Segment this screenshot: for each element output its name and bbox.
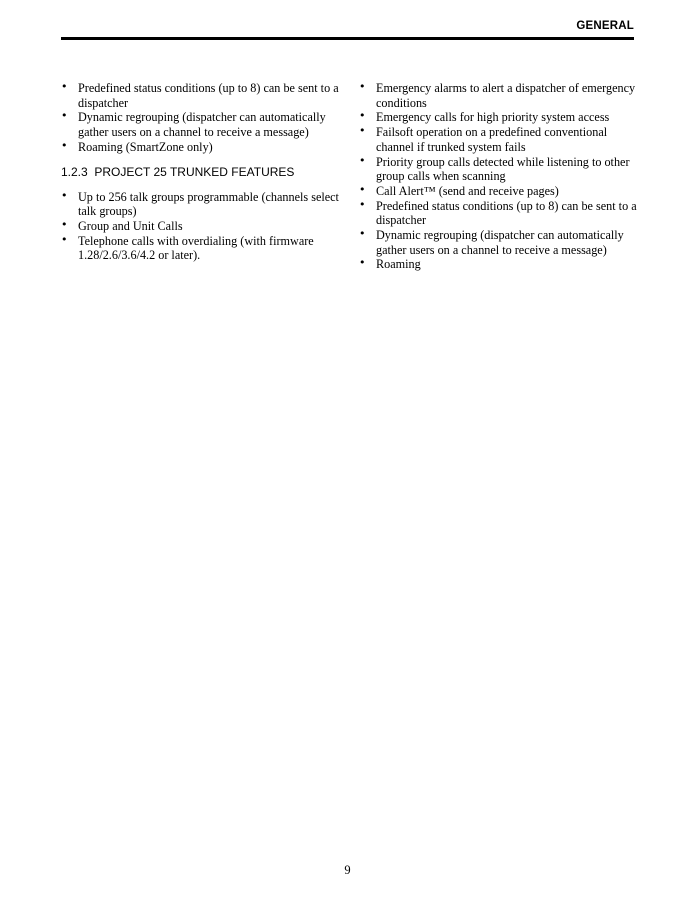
section-number: 1.2.3 bbox=[61, 164, 88, 179]
list-item-text: Roaming bbox=[376, 257, 421, 272]
page-number: 9 bbox=[344, 863, 351, 877]
list-item bbox=[61, 234, 339, 263]
bullet-icon: • bbox=[61, 138, 68, 152]
list-item bbox=[359, 125, 637, 154]
list-item bbox=[359, 184, 637, 199]
list-item bbox=[359, 155, 637, 184]
list-item bbox=[61, 81, 339, 110]
bullet-icon: • bbox=[61, 217, 68, 231]
list-item-text: Emergency calls for high priority system access bbox=[376, 110, 610, 125]
list-item-text: Dynamic regrouping (dispatcher can automatically gather users on a channel to receive a message) bbox=[78, 110, 326, 140]
section-title: PROJECT 25 TRUNKED FEATURES bbox=[94, 164, 295, 179]
list-item bbox=[61, 190, 339, 219]
running-header-title: GENERAL bbox=[576, 20, 634, 32]
list-item bbox=[359, 199, 637, 228]
bullet-icon: • bbox=[61, 188, 68, 202]
feature-list-conventional bbox=[61, 81, 339, 155]
feature-list-trunked-continued bbox=[359, 81, 637, 272]
left-column bbox=[61, 81, 339, 263]
bullet-icon: • bbox=[61, 109, 68, 123]
list-item-text: Up to 256 talk groups programmable (channels select talk groups) bbox=[78, 189, 339, 219]
bullet-icon: • bbox=[61, 80, 68, 93]
list-item-text: Group and Unit Calls bbox=[78, 218, 183, 233]
list-item-text: Predefined status conditions (up to 8) can be sent to a dispatcher bbox=[376, 198, 637, 228]
list-item-text: Emergency alarms to alert a dispatcher of emergency conditions bbox=[376, 81, 636, 110]
bullet-icon: • bbox=[359, 227, 366, 241]
list-item bbox=[359, 110, 637, 125]
list-item bbox=[359, 257, 637, 272]
list-item-text: Roaming (SmartZone only) bbox=[78, 139, 213, 154]
bullet-icon: • bbox=[359, 182, 366, 196]
list-item-text: Failsoft operation on a predefined conventional channel if trunked system fails bbox=[376, 125, 608, 154]
list-item-text: Priority group calls detected while listening to other group calls when scanning bbox=[376, 154, 630, 184]
list-item bbox=[61, 110, 339, 139]
bullet-icon: • bbox=[359, 109, 366, 123]
bullet-icon: • bbox=[359, 80, 366, 93]
list-item-text: Telephone calls with overdialing (with firmware 1.28/2.6/3.6/4.2 or later). bbox=[78, 233, 314, 263]
bullet-icon: • bbox=[359, 197, 366, 211]
bullet-icon: • bbox=[359, 256, 366, 270]
section-heading bbox=[61, 165, 339, 179]
list-item bbox=[359, 81, 637, 110]
list-item bbox=[61, 219, 339, 234]
bullet-icon: • bbox=[359, 153, 366, 167]
bullet-icon: • bbox=[61, 232, 68, 246]
list-item-text: Dynamic regrouping (dispatcher can automatically gather users on a channel to receive a message) bbox=[376, 228, 624, 257]
list-item bbox=[61, 140, 339, 155]
bullet-icon: • bbox=[359, 124, 366, 138]
header-rule bbox=[61, 37, 634, 40]
list-item-text: Call Alert™ (send and receive pages) bbox=[376, 183, 559, 198]
right-column bbox=[359, 81, 637, 272]
list-item-text: Predefined status conditions (up to 8) can be sent to a dispatcher bbox=[78, 81, 339, 110]
list-item bbox=[359, 228, 637, 257]
feature-list-p25-trunked bbox=[61, 190, 339, 264]
